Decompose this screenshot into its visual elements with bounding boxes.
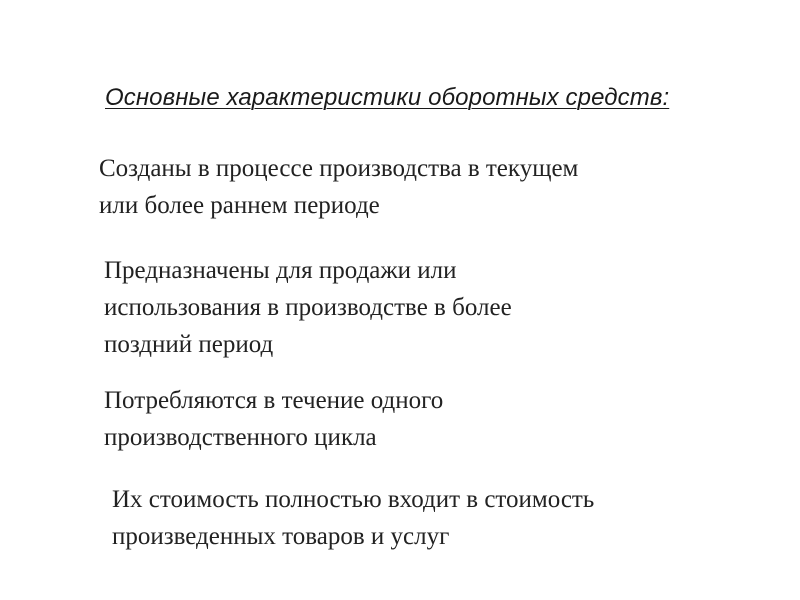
- item-line: или более раннем периоде: [99, 192, 380, 219]
- item-line: Потребляются в течение одного: [104, 387, 444, 414]
- slide-title: Основные характеристики оборотных средств:: [105, 84, 670, 111]
- item-line: производственного цикла: [104, 424, 377, 451]
- item-line: поздний период: [104, 331, 274, 358]
- item-line: произведенных товаров и услуг: [112, 523, 450, 550]
- characteristic-item-4: [112, 481, 594, 555]
- item-line: использования в производстве в более: [104, 294, 512, 321]
- item-line: Их стоимость полностью входит в стоимость: [112, 486, 595, 513]
- characteristic-item-1: [99, 150, 578, 224]
- characteristic-item-2: [104, 252, 512, 363]
- item-line: Созданы в процессе производства в текущем: [99, 155, 579, 182]
- item-line: Предназначены для продажи или: [104, 257, 457, 284]
- characteristic-item-3: [104, 382, 443, 456]
